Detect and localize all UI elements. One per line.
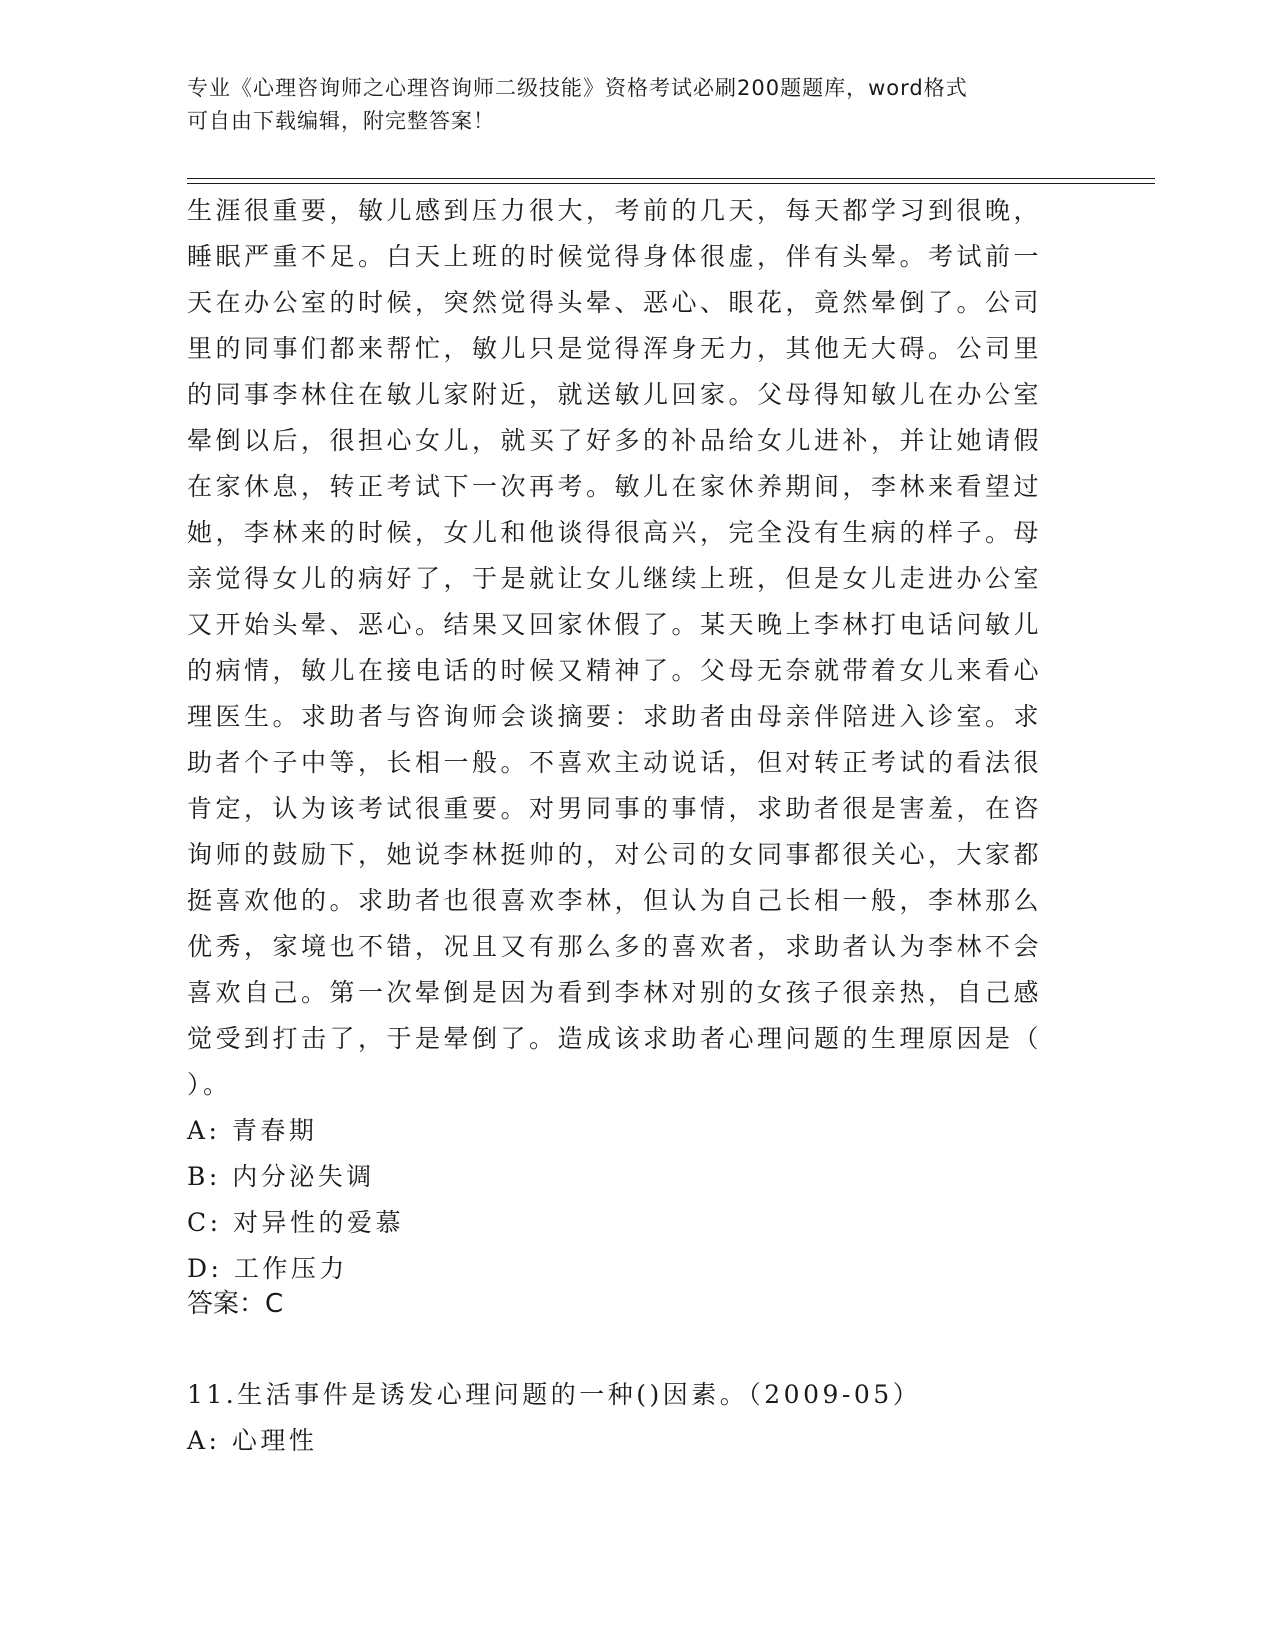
option-b: B: 内分泌失调 (187, 1162, 375, 1191)
passage-line: 优秀，家境也不错，况且又有那么多的喜欢者，求助者认为李林不会 (187, 932, 1043, 961)
passage-line: 又开始头晕、恶心。结果又回家休假了。某天晚上李林打电话问敏儿 (187, 610, 1043, 639)
question-11-option-a: A: 心理性 (187, 1426, 318, 1455)
passage-line: 她，李林来的时候，女儿和他谈得很高兴，完全没有生病的样子。母 (187, 518, 1043, 547)
passage-line: 肯定，认为该考试很重要。对男同事的事情，求助者很是害羞，在咨 (187, 794, 1043, 823)
passage-line: 的病情，敏儿在接电话的时候又精神了。父母无奈就带着女儿来看心 (187, 656, 1043, 685)
passage-line: 询师的鼓励下，她说李林挺帅的，对公司的女同事都很关心，大家都 (187, 840, 1043, 869)
passage-line: 喜欢自己。第一次晕倒是因为看到李林对别的女孩子很亲热，自己感 (187, 978, 1043, 1007)
answer-text: 答案：C (187, 1289, 284, 1319)
header-divider-top (187, 178, 1155, 179)
passage-line: 觉受到打击了，于是晕倒了。造成该求助者心理问题的生理原因是（ (187, 1024, 1043, 1053)
header-title-line-2: 可自由下载编辑，附完整答案！ (187, 109, 495, 133)
passage-line: 理医生。求助者与咨询师会谈摘要：求助者由母亲伴陪进入诊室。求 (187, 702, 1043, 731)
passage-line: 生涯很重要，敏儿感到压力很大，考前的几天，每天都学习到很晚， (187, 196, 1043, 225)
question-passage (187, 188, 1057, 1292)
passage-line: 里的同事们都来帮忙，敏儿只是觉得浑身无力，其他无大碍。公司里 (187, 334, 1043, 363)
header-divider-bottom (187, 183, 1155, 184)
passage-line: 的同事李林住在敏儿家附近，就送敏儿回家。父母得知敏儿在办公室 (187, 380, 1043, 409)
passage-line: 亲觉得女儿的病好了，于是就让女儿继续上班，但是女儿走进办公室 (187, 564, 1043, 593)
passage-line: 天在办公室的时候，突然觉得头晕、恶心、眼花，竟然晕倒了。公司 (187, 288, 1043, 317)
question-11 (187, 1372, 1067, 1464)
document-header (187, 72, 1067, 138)
passage-line: ）。 (187, 1070, 232, 1099)
passage-line: 晕倒以后，很担心女儿，就买了好多的补品给女儿进补，并让她请假 (187, 426, 1043, 455)
passage-line: 助者个子中等，长相一般。不喜欢主动说话，但对转正考试的看法很 (187, 748, 1043, 777)
option-c: C: 对异性的爱慕 (187, 1208, 404, 1237)
option-d: D: 工作压力 (187, 1254, 348, 1283)
passage-line: 睡眠严重不足。白天上班的时候觉得身体很虚，伴有头晕。考试前一 (187, 242, 1043, 271)
passage-line: 在家休息，转正考试下一次再考。敏儿在家休养期间，李林来看望过 (187, 472, 1043, 501)
option-a: A: 青春期 (187, 1116, 318, 1145)
passage-line: 挺喜欢他的。求助者也很喜欢李林，但认为自己长相一般，李林那么 (187, 886, 1043, 915)
header-title-line-1: 专业《心理咨询师之心理咨询师二级技能》资格考试必刷200题题库，word格式 (187, 76, 968, 100)
question-11-stem: 11.生活事件是诱发心理问题的一种()因素。（2009-05） (187, 1380, 922, 1409)
